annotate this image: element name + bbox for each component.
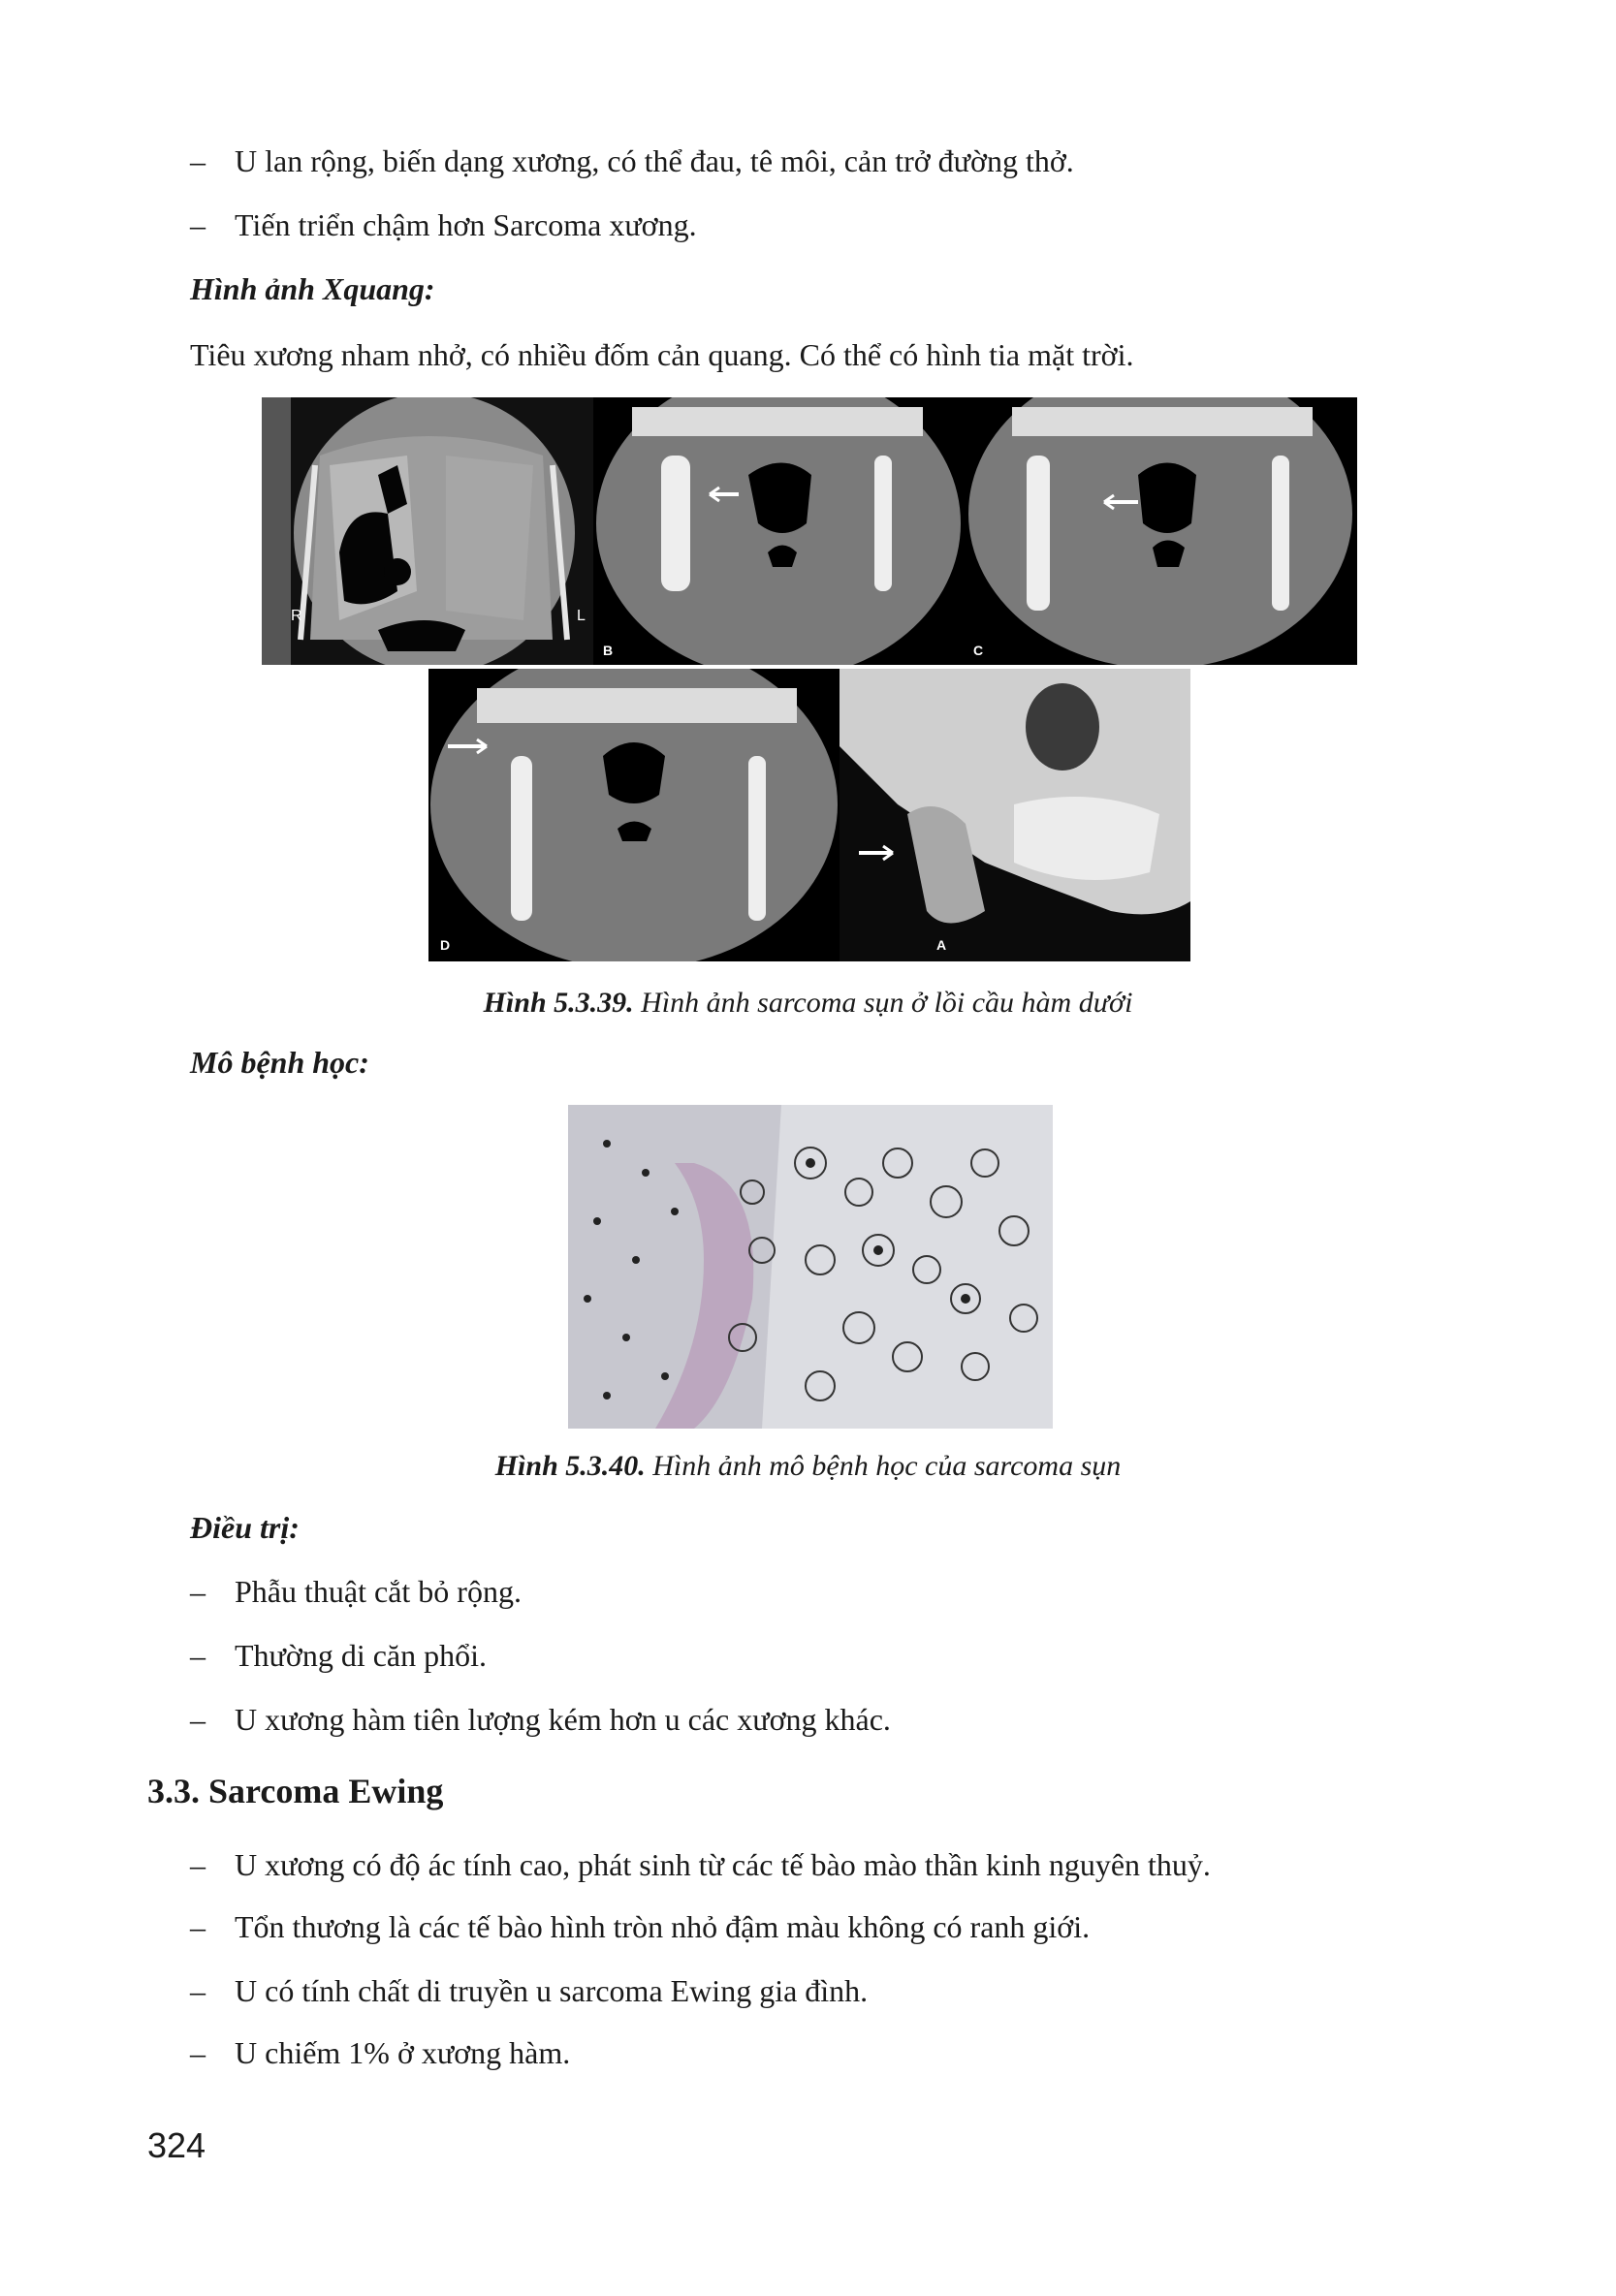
ewing-bullet-4	[190, 2033, 570, 2072]
figure-5-3-40-caption	[0, 1448, 1616, 1485]
ewing-bullet-1	[190, 1845, 1211, 1884]
treatment-bullet-3	[190, 1700, 891, 1739]
bullet-text: Tổn thương là các tế bào hình tròn nhỏ đậm màu không có ranh giới.	[235, 1909, 1091, 1944]
dash: –	[190, 1847, 206, 1882]
caption-text: Hình ảnh mô bệnh học của sarcoma sụn	[645, 1450, 1122, 1482]
ct-axial-image-d	[428, 669, 840, 961]
caption-label: Hình 5.3.39.	[483, 987, 634, 1019]
intro-bullet-1	[190, 142, 1074, 180]
bullet-text: U chiếm 1% ở xương hàm.	[235, 2035, 571, 2070]
ct-axial-image-c	[964, 397, 1357, 665]
figure-5-3-39-caption	[0, 985, 1616, 1022]
panel-d-letter: D	[440, 937, 451, 953]
panel-b-letter: B	[603, 643, 614, 658]
histo-heading: Mô bệnh học:	[190, 1045, 369, 1080]
dash: –	[190, 1574, 206, 1609]
intro-bullet-2	[190, 205, 697, 244]
bullet-text: U xương có độ ác tính cao, phát sinh từ các tế bào mào thần kinh nguyên thuỷ.	[235, 1847, 1211, 1882]
caption-label: Hình 5.3.40.	[494, 1450, 646, 1482]
histology-image	[568, 1105, 1053, 1429]
bullet-text: U có tính chất di truyền u sarcoma Ewing gia đình.	[235, 1973, 869, 2008]
ct-label-l: L	[577, 608, 586, 624]
treatment-bullet-1	[190, 1572, 522, 1611]
bullet-text: U xương hàm tiên lượng kém hơn u các xương khác.	[235, 1702, 891, 1737]
bullet-text: U lan rộng, biến dạng xương, có thể đau, tê môi, cản trở đường thở.	[235, 143, 1074, 178]
ct-coronal-image	[262, 397, 593, 665]
treatment-bullet-2	[190, 1636, 487, 1675]
caption-text: Hình ảnh sarcoma sụn ở lồi cầu hàm dưới	[633, 987, 1133, 1019]
page-number: 324	[147, 2125, 206, 2165]
bullet-text: Thường di căn phổi.	[235, 1638, 487, 1673]
dash: –	[190, 1973, 206, 2008]
dash: –	[190, 207, 206, 242]
treatment-heading: Điều trị:	[190, 1510, 300, 1545]
panel-c-letter: C	[973, 643, 984, 658]
ewing-bullet-2	[190, 1907, 1090, 1946]
ct-label-r: R	[291, 608, 302, 624]
xray-heading: Hình ảnh Xquang:	[190, 271, 435, 306]
ewing-bullet-3	[190, 1971, 868, 2010]
dash: –	[190, 1638, 206, 1673]
panel-a-letter: A	[936, 937, 947, 953]
section-title: 3.3. Sarcoma Ewing	[147, 1772, 444, 1810]
skull-3d-image	[840, 669, 1190, 961]
xray-paragraph: Tiêu xương nham nhở, có nhiều đốm cản quang. Có thể có hình tia mặt trời.	[190, 337, 1134, 372]
bullet-text: Phẫu thuật cắt bỏ rộng.	[235, 1574, 522, 1609]
dash: –	[190, 1909, 206, 1944]
dash: –	[190, 143, 206, 178]
dash: –	[190, 1702, 206, 1737]
ct-axial-image-b	[593, 397, 964, 665]
dash: –	[190, 2035, 206, 2070]
bullet-text: Tiến triển chậm hơn Sarcoma xương.	[235, 207, 697, 242]
